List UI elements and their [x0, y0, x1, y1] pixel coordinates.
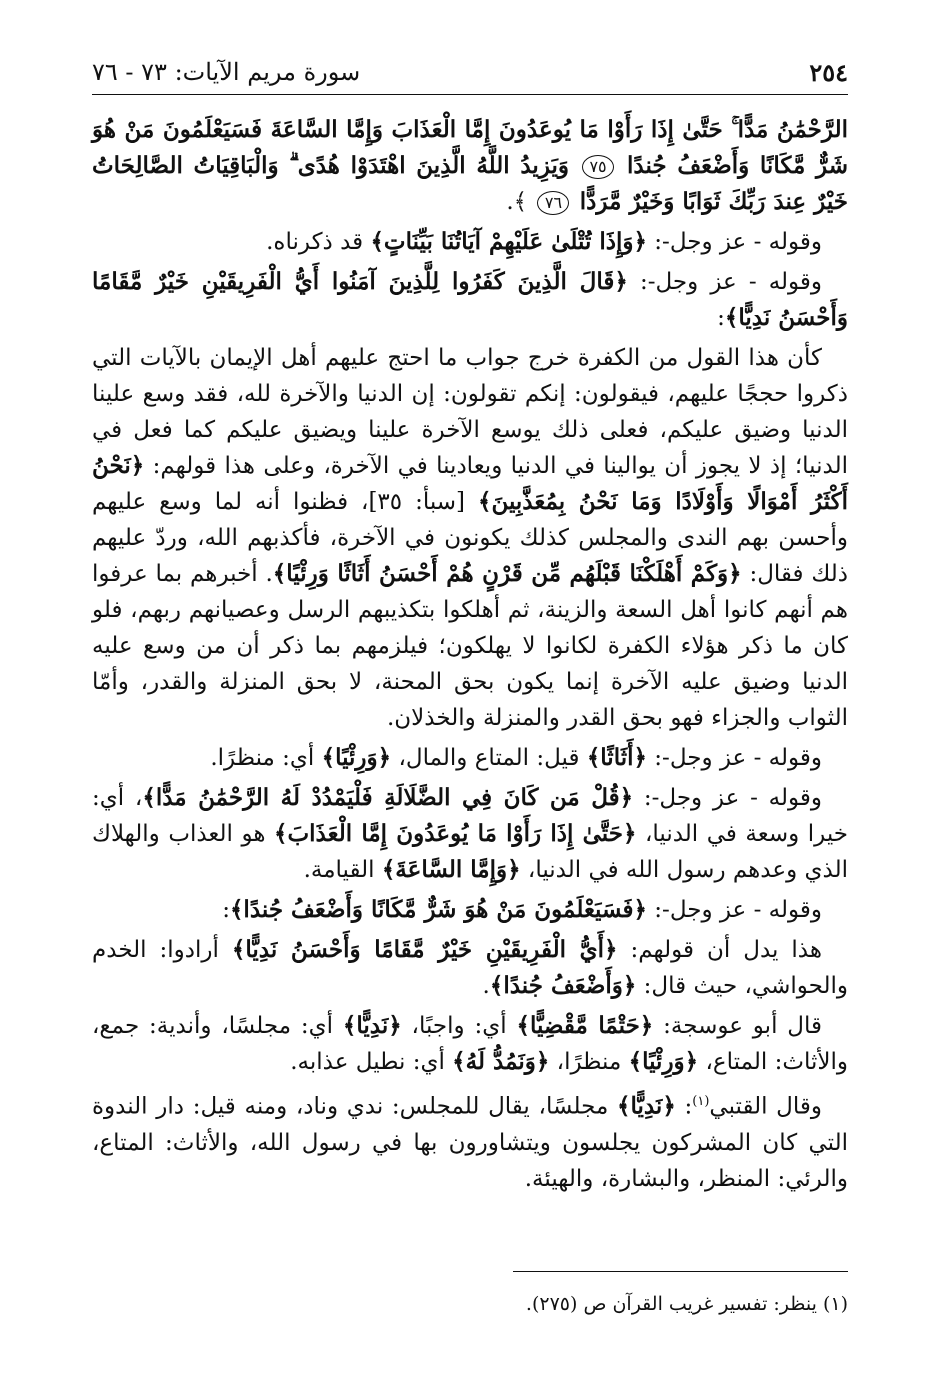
- commentary-text: .: [482, 973, 490, 999]
- commentary-text: قال أبو عوسجة:: [653, 1013, 823, 1039]
- commentary-text: :: [717, 305, 725, 331]
- commentary-text: وقوله - عز وجل-:: [646, 745, 822, 771]
- commentary-text: ، أي: خيرا وسعة في الدنيا،: [92, 785, 849, 847]
- commentary-text: قيل: المتاع والمال،: [391, 745, 587, 771]
- paragraph: [92, 1084, 848, 1197]
- footnote: (١) ينظر: تفسير غريب القرآن ص (٢٧٥).: [525, 1293, 848, 1315]
- page-number: ٢٥٤: [809, 58, 848, 87]
- running-title: سورة مريم الآيات: ٧٣ - ٧٦: [92, 58, 361, 86]
- commentary-text: أي: واجبًا،: [401, 1013, 517, 1039]
- quote-close: ﴾.: [506, 189, 528, 215]
- quran-quote: ﴿حَتَّىٰ إِذَا رَأَوْا مَا يُوعَدُونَ إِمَّا الْعَذَابَ﴾: [274, 820, 637, 847]
- quran-quote: ﴿وَرِئْيًا﴾: [321, 744, 392, 771]
- paragraph: [92, 340, 848, 736]
- quran-quote: ﴿وَأَضْعَفُ جُندًا﴾: [489, 972, 637, 999]
- quran-text: وَيَزِيدُ اللَّهُ الَّذِينَ اهْتَدَوْا هُدًى ۗ وَالْبَاقِيَاتُ الصَّالِحَاتُ خَيْرٌ عِندَ رَبِّكَ ثَوَابًا وَخَيْرٌ مَّرَدًّا: [92, 152, 848, 215]
- paragraph: [92, 224, 848, 260]
- commentary-text: مجلسًا، يقال للمجلس: ندي وناد، ومنه قيل: دار الندوة التي كان المشركون يجلسون ويتشاورون بها في رسول الله، والأثاث: المتاع، والرئي: المنظر، والبشارة، والهيئة.: [92, 1093, 848, 1192]
- quran-quote: ﴿فَسَيَعْلَمُونَ مَنْ هُوَ شَرٌّ مَّكَانًا وَأَضْعَفُ جُندًا﴾: [229, 896, 647, 923]
- commentary-text: وقوله - عز وجل-:: [633, 785, 822, 811]
- quran-quote: ﴿وَرِئْيًا﴾: [628, 1048, 699, 1075]
- main-text: [92, 112, 848, 1201]
- verse-number-marker: ٧٦: [537, 191, 569, 215]
- commentary-text: [سبأ: ٣٥]، فظنوا أنه لما وسع عليهم وأحسن بهم الندى والمجلس كذلك يكونون في الآخرة، فأكذبهم الله، وردّ عليهم ذلك فقال:: [92, 489, 848, 587]
- paragraph: [92, 892, 848, 928]
- commentary-text: أي: نطيل عذابه.: [290, 1049, 453, 1075]
- quran-quote: ﴿وَكَمْ أَهْلَكْنَا قَبْلَهُم مِّن قَرْنٍ هُمْ أَحْسَنُ أَثَاثًا وَرِئْيًا﴾: [272, 560, 742, 587]
- commentary-text: قد ذكرناه.: [266, 229, 371, 255]
- paragraph: [92, 932, 848, 1004]
- quran-quote: ﴿نَدِيًّا﴾: [342, 1012, 402, 1039]
- page-header: [92, 54, 848, 95]
- commentary-text: القيامة.: [303, 857, 382, 883]
- quran-quote: ﴿أَثَاثًا﴾: [586, 744, 647, 771]
- verse-number-marker: ٧٥: [582, 155, 614, 179]
- quran-quote: ﴿نَدِيًّا﴾: [616, 1092, 676, 1120]
- quran-quote: ﴿نَحْنُ أَكْثَرُ أَمْوَالًا وَأَوْلَادًا وَمَا نَحْنُ بِمُعَذَّبِينَ﴾: [92, 452, 848, 515]
- commentary-text: كأن هذا القول من الكفرة خرج جواب ما احتج عليهم أهل الإيمان بالآيات التي ذكروا حججًا عليهم، فيقولون: إنكم تقولون: إن الدنيا والآخرة لله، فقد وسع علينا الدنيا وضيق عليكم، فعلى ذلك يوسع الآخرة علينا ويضيق عليكم كما فعل في الدنيا؛ إذ لا يجوز أن يوالينا في الدنيا ويعادينا في الآخرة، وعلى هذا قولهم:: [92, 345, 848, 479]
- quran-quote: ﴿وَإِذَا تُتْلَىٰ عَلَيْهِمْ آيَاتُنَا بَيِّنَاتٍ﴾: [370, 228, 647, 255]
- commentary-text: وقوله - عز وجل-:: [646, 229, 822, 255]
- quran-quote: ﴿وَإِمَّا السَّاعَةَ﴾: [381, 856, 521, 883]
- commentary-text: :: [222, 897, 230, 923]
- quran-quote: ﴿قُلْ مَن كَانَ فِي الضَّلَالَةِ فَلْيَمْدُدْ لَهُ الرَّحْمَٰنُ مَدًّا﴾: [142, 784, 634, 811]
- commentary-text: هو العذاب والهلاك الذي وعدهم رسول الله في الدنيا،: [92, 821, 848, 883]
- commentary-text: وقال القتبي: [709, 1093, 823, 1120]
- commentary-text: وقوله - عز وجل-:: [627, 269, 823, 295]
- paragraph: [92, 1008, 848, 1080]
- quran-verses-block: [92, 112, 848, 220]
- quran-text: الرَّحْمَٰنُ مَدًّا ۚ حَتَّىٰ إِذَا رَأَوْا مَا يُوعَدُونَ إِمَّا الْعَذَابَ وَإِمَّا السَّاعَةَ فَسَيَعْلَمُونَ مَنْ هُوَ شَرٌّ مَّكَانًا وَأَضْعَفُ جُندًا: [92, 116, 849, 179]
- paragraph: [92, 264, 848, 336]
- quran-quote: ﴿قَالَ الَّذِينَ كَفَرُوا لِلَّذِينَ آمَنُوا أَيُّ الْفَرِيقَيْنِ خَيْرٌ مَّقَامًا وَأَحْسَنُ نَدِيًّا﴾: [92, 268, 848, 331]
- paragraph: [92, 740, 848, 776]
- quran-quote: ﴿وَنَمُدُّ لَهُ﴾: [452, 1048, 550, 1075]
- commentary-text: أي: مجلسًا، وأندية: جمع، والأثاث: المتاع،: [92, 1013, 848, 1075]
- commentary-text: أرادوا: الخدم والحواشي، حيث قال:: [92, 937, 848, 999]
- commentary-text: أي: منظرًا.: [210, 745, 322, 771]
- commentary-text: وقوله - عز وجل-:: [646, 897, 822, 923]
- commentary-text: منظرًا،: [549, 1049, 629, 1075]
- footnote-separator: [513, 1271, 848, 1272]
- commentary-text: :: [675, 1093, 693, 1120]
- quran-quote: ﴿حَتْمًا مَّقْضِيًّا﴾: [516, 1012, 654, 1039]
- commentary-text: . أخبرهم بما عرفوا هم أنهم كانوا أهل السعة والزينة، ثم أهلكوا بتكذيبهم الرسل وعصيانهم ربهم، فلو كان ما ذكر هؤلاء الكفرة لكانوا لا يهلكون؛ فيلزمهم بما ذكر أن من وسع عليه الدنيا وضيق عليه الآخرة إنما يكون بحق المحنة، لا بحق المنزلة والقدر، وأمّا الثواب والجزاء فهو بحق القدر والمنزلة والخذلان.: [92, 561, 848, 731]
- footnote-marker[interactable]: (١): [692, 1094, 710, 1109]
- quran-quote: ﴿أَيُّ الْفَرِيقَيْنِ خَيْرٌ مَّقَامًا وَأَحْسَنُ نَدِيًّا﴾: [231, 936, 618, 963]
- commentary-text: هذا يدل أن قولهم:: [617, 937, 823, 963]
- paragraph: [92, 780, 848, 888]
